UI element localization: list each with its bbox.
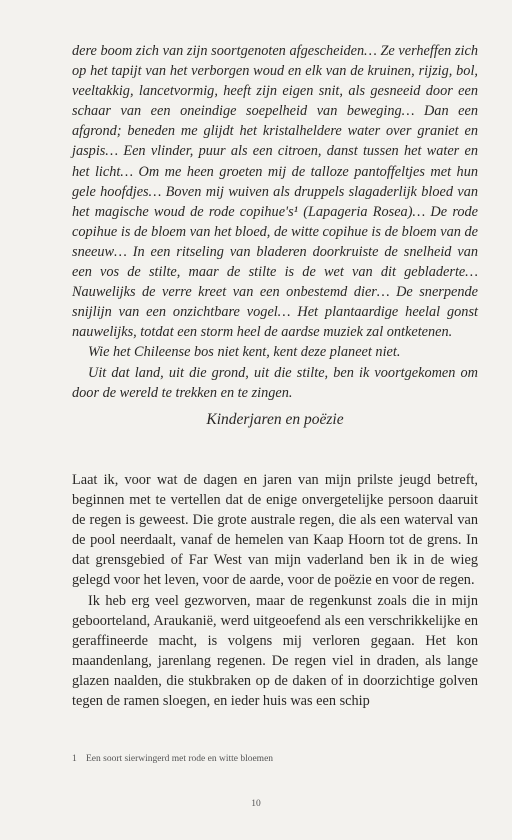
page-number: 10 — [251, 799, 261, 809]
footnote — [72, 753, 478, 765]
body-passage — [72, 470, 478, 711]
section-heading: Kinderjaren en poëzie — [206, 411, 344, 428]
body-paragraph: Laat ik, voor wat de dagen en jaren van mijn prilste jeugd betreft, beginnen met te vertellen dat de enige onvergetelijke persoon daaruit de regen is geweest. Die grote australe regen, die als een waterval van de pool neerdaalt, vanaf de hemelen van Kaap Hoorn tot de grens. In dat grensgebied of Far West van mijn vaderland ben ik in de wieg gelegd voor het leven, voor de aarde, voor de poëzie en voor de regen. — [72, 472, 478, 589]
italic-paragraph: Uit dat land, uit die grond, uit die stilte, ben ik voortgekomen om door de wereld te trekken en te zingen. — [72, 364, 478, 401]
italic-passage — [72, 41, 478, 403]
italic-paragraph: Wie het Chileense bos niet kent, kent deze planeet niet. — [88, 344, 401, 361]
footnote-text: Een soort sierwingerd met rode en witte bloemen — [86, 754, 274, 764]
footnote-number: 1 — [72, 754, 77, 764]
italic-paragraph: dere boom zich van zijn soortgenoten afgescheiden… Ze verheffen zich op het tapijt van het verborgen woud en elk van de kruinen, rijzig, bol, veeltakkig, lancetvormig, heeft zijn eigen snit, als gesneeid door een schaar van een oneindige soepelheid van beweging… Dan een afgrond; beneden me glijdt het kristalheldere water over graniet en jaspis… Een vlinder, puur als een citroen, danst tussen het water en het licht… Om me heen groeten mij de talloze pantoffeltjes met hun gele hoofdjes… Boven mij wuiven als druppels slagaderlijk bloed van het magische woud de rode copihue's¹ (Lapageria Rosea)… De rode copihue is de bloem van het bloed, de witte copihue is de bloem van de sneeuw… In een ritseling van bladeren doorkruiste de snelheid van een vos de stilte, maar de stilte is de wet van dit gebladerte… Nauwelijks de verre kreet van een onbestemd dier… De snerpende snijlijn van een onzichtbare vogel… Het plantaardige heelal gonst nauwelijks, totdat een storm heel de aardse muziek zal ontketenen. — [72, 43, 478, 341]
body-paragraph: Ik heb erg veel gezworven, maar de regenkunst zoals die in mijn geboorteland, Araukanië, werd uitgeoefend als een verschrikkelijke en geraffineerde macht, is volgens mij verloren gegaan. Het kon maandenlang, jarenlang regenen. De regen viel in draden, als lange glazen naalden, die stukbraken op de daken of in doorzichtige golven tegen de ramen sloegen, en ieder huis was een schip — [72, 592, 478, 710]
